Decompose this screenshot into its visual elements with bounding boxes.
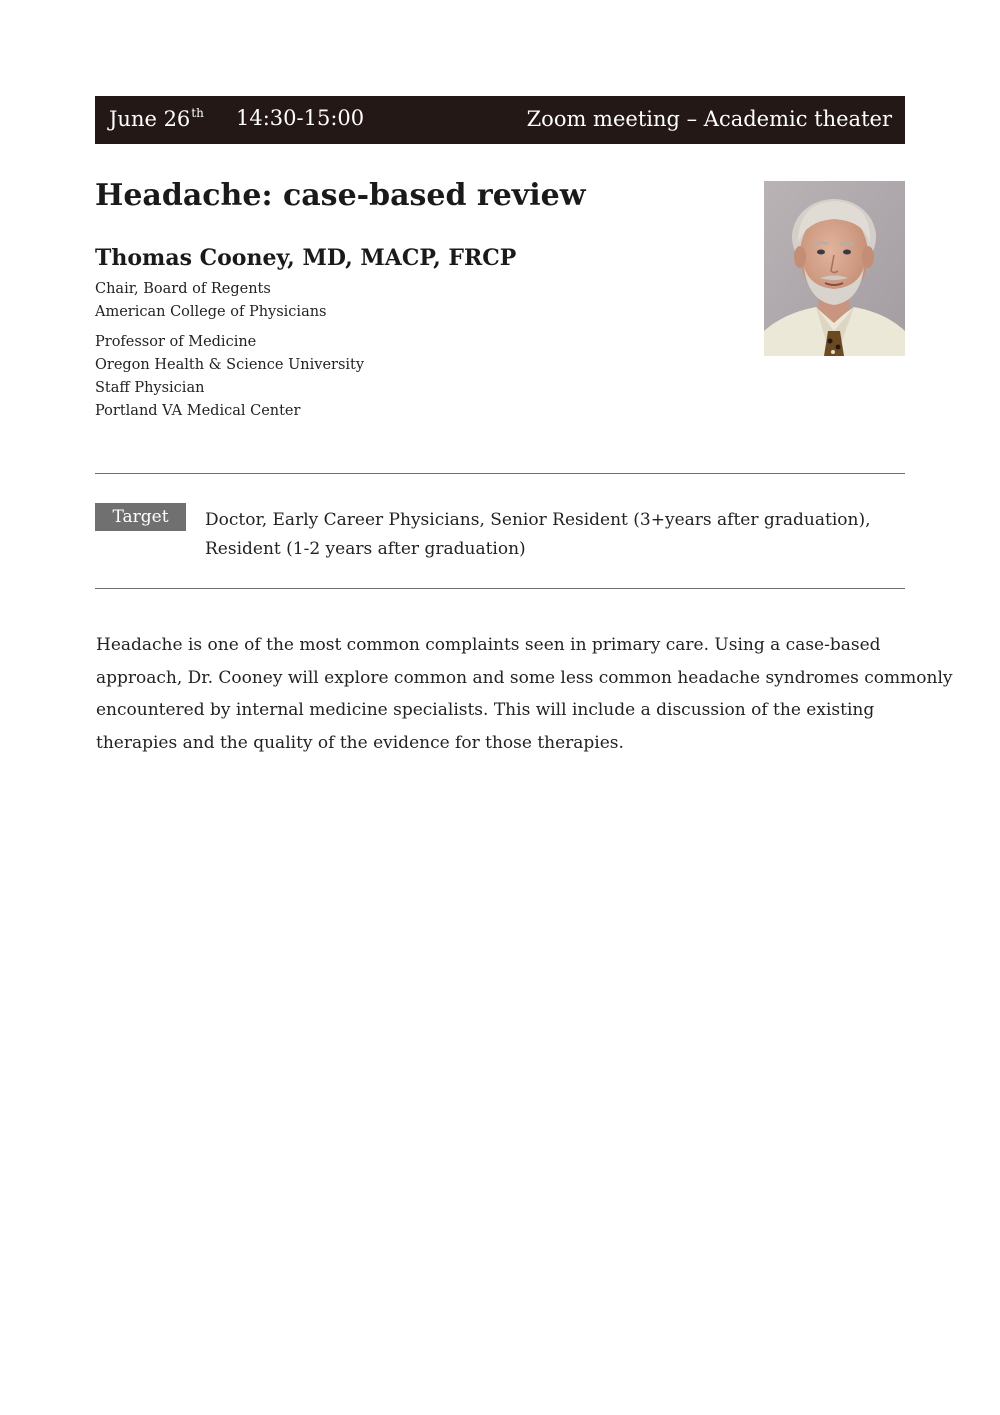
target-audience-line: Doctor, Early Career Physicians, Senior Resident (3+years after graduation), (205, 510, 871, 530)
speaker-name: Thomas Cooney, MD, MACP, FRCP (95, 245, 517, 271)
speaker-photo (764, 181, 905, 356)
speaker-affiliation-line: Staff Physician (95, 380, 205, 396)
speaker-affiliation-line: Chair, Board of Regents (95, 281, 271, 297)
session-date-suffix: th (191, 106, 204, 120)
session-venue: Zoom meeting – Academic theater (526, 107, 892, 131)
speaker-affiliation-line: Oregon Health & Science University (95, 357, 365, 373)
abstract-line: therapies and the quality of the evidence for those therapies. (96, 733, 624, 754)
target-audience (205, 506, 895, 564)
section-divider-top (95, 473, 905, 474)
target-badge: Target (95, 503, 186, 531)
session-date (109, 106, 204, 131)
session-title: Headache: case-based review (95, 178, 586, 213)
session-date-text: June 26 (109, 107, 191, 131)
target-audience-line: Resident (1-2 years after graduation) (205, 539, 526, 559)
speaker-affiliation-line: Professor of Medicine (95, 334, 257, 350)
session-abstract (96, 629, 953, 760)
abstract-line: encountered by internal medicine specialists. This will include a discussion of the existing (96, 700, 875, 721)
session-time: 14:30-15:00 (236, 106, 365, 130)
abstract-line: Headache is one of the most common complaints seen in primary care. Using a case-based (96, 635, 881, 655)
abstract-line: approach, Dr. Cooney will explore common and some less common headache syndromes commonly (96, 667, 953, 688)
section-divider-bottom (95, 588, 905, 589)
speaker-affiliation-line: Portland VA Medical Center (95, 403, 301, 419)
session-header-bar (95, 96, 905, 144)
speaker-affiliation-line: American College of Physicians (95, 304, 327, 320)
